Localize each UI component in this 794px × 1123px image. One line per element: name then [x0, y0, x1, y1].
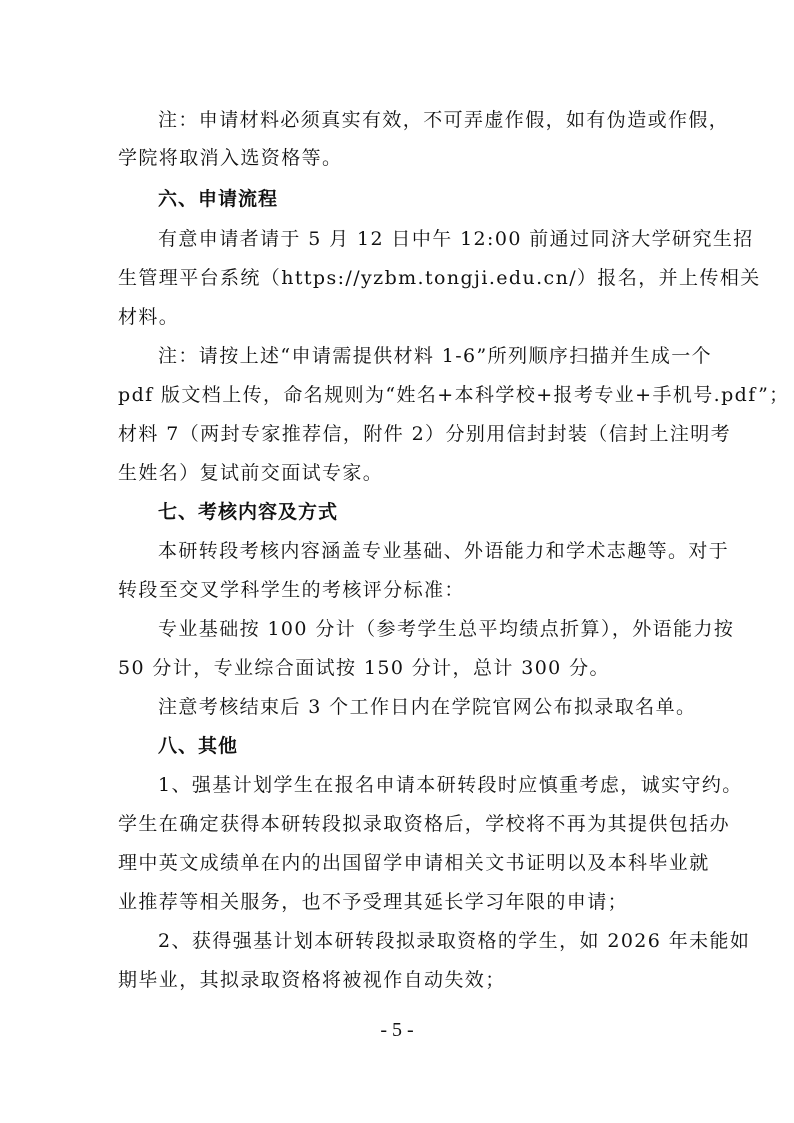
other-item-1-line-3: 理中英文成绩单在内的出国留学申请相关文书证明以及本科毕业就: [118, 852, 710, 874]
upload-note-line-4: 生姓名）复试前交面试专家。: [118, 462, 384, 484]
upload-note-line-1: 注：请按上述“申请需提供材料 1-6”所列顺序扫描并生成一个: [158, 345, 713, 367]
section-heading-application-process: 六、申请流程: [158, 188, 279, 210]
assessment-line-1: 本研转段考核内容涵盖专业基础、外语能力和学术志趣等。对于: [158, 540, 730, 562]
announcement-line: 注意考核结束后 3 个工作日内在学院官网公布拟录取名单。: [158, 696, 697, 718]
page-number: - 5 -: [380, 1019, 414, 1041]
upload-note-line-2: pdf 版文档上传，命名规则为“姓名+本科学校+报考专业+手机号.pdf”；: [118, 384, 790, 406]
other-item-1-line-2: 学生在确定获得本研转段拟录取资格后，学校将不再为其提供包括办: [118, 813, 731, 835]
other-item-1-line-1: 1、强基计划学生在报名申请本研转段时应慎重考虑，诚实守约。: [158, 774, 743, 796]
application-process-line-1: 有意申请者请于 5 月 12 日中午 12:00 前通过同济大学研究生招: [158, 228, 754, 250]
other-item-1-line-4: 业推荐等相关服务，也不予受理其延长学习年限的申请；: [118, 891, 629, 913]
section-heading-other: 八、其他: [158, 735, 239, 757]
application-process-line-3: 材料。: [118, 306, 180, 328]
upload-note-line-3: 材料 7（两封专家推荐信，附件 2）分别用信封封装（信封上注明考: [118, 423, 732, 445]
other-item-2-line-2: 期毕业，其拟录取资格将被视作自动失效；: [118, 969, 506, 991]
assessment-line-2: 转段至交叉学科学生的考核评分标准：: [118, 579, 465, 601]
scoring-line-2: 50 分计，专业综合面试按 150 分计，总计 300 分。: [118, 657, 610, 679]
section-heading-assessment: 七、考核内容及方式: [158, 501, 339, 523]
application-process-line-2: 生管理平台系统（https://yzbm.tongji.edu.cn/）报名，并上传相关: [118, 267, 761, 289]
note-materials-line-1: 注：申请材料必须真实有效，不可弄虚作假，如有伪造或作假，: [158, 109, 730, 131]
scoring-line-1: 专业基础按 100 分计（参考学生总平均绩点折算），外语能力按: [158, 618, 735, 640]
other-item-2-line-1: 2、获得强基计划本研转段拟录取资格的学生，如 2026 年未能如: [158, 930, 751, 952]
note-materials-line-2: 学院将取消入选资格等。: [118, 147, 343, 169]
